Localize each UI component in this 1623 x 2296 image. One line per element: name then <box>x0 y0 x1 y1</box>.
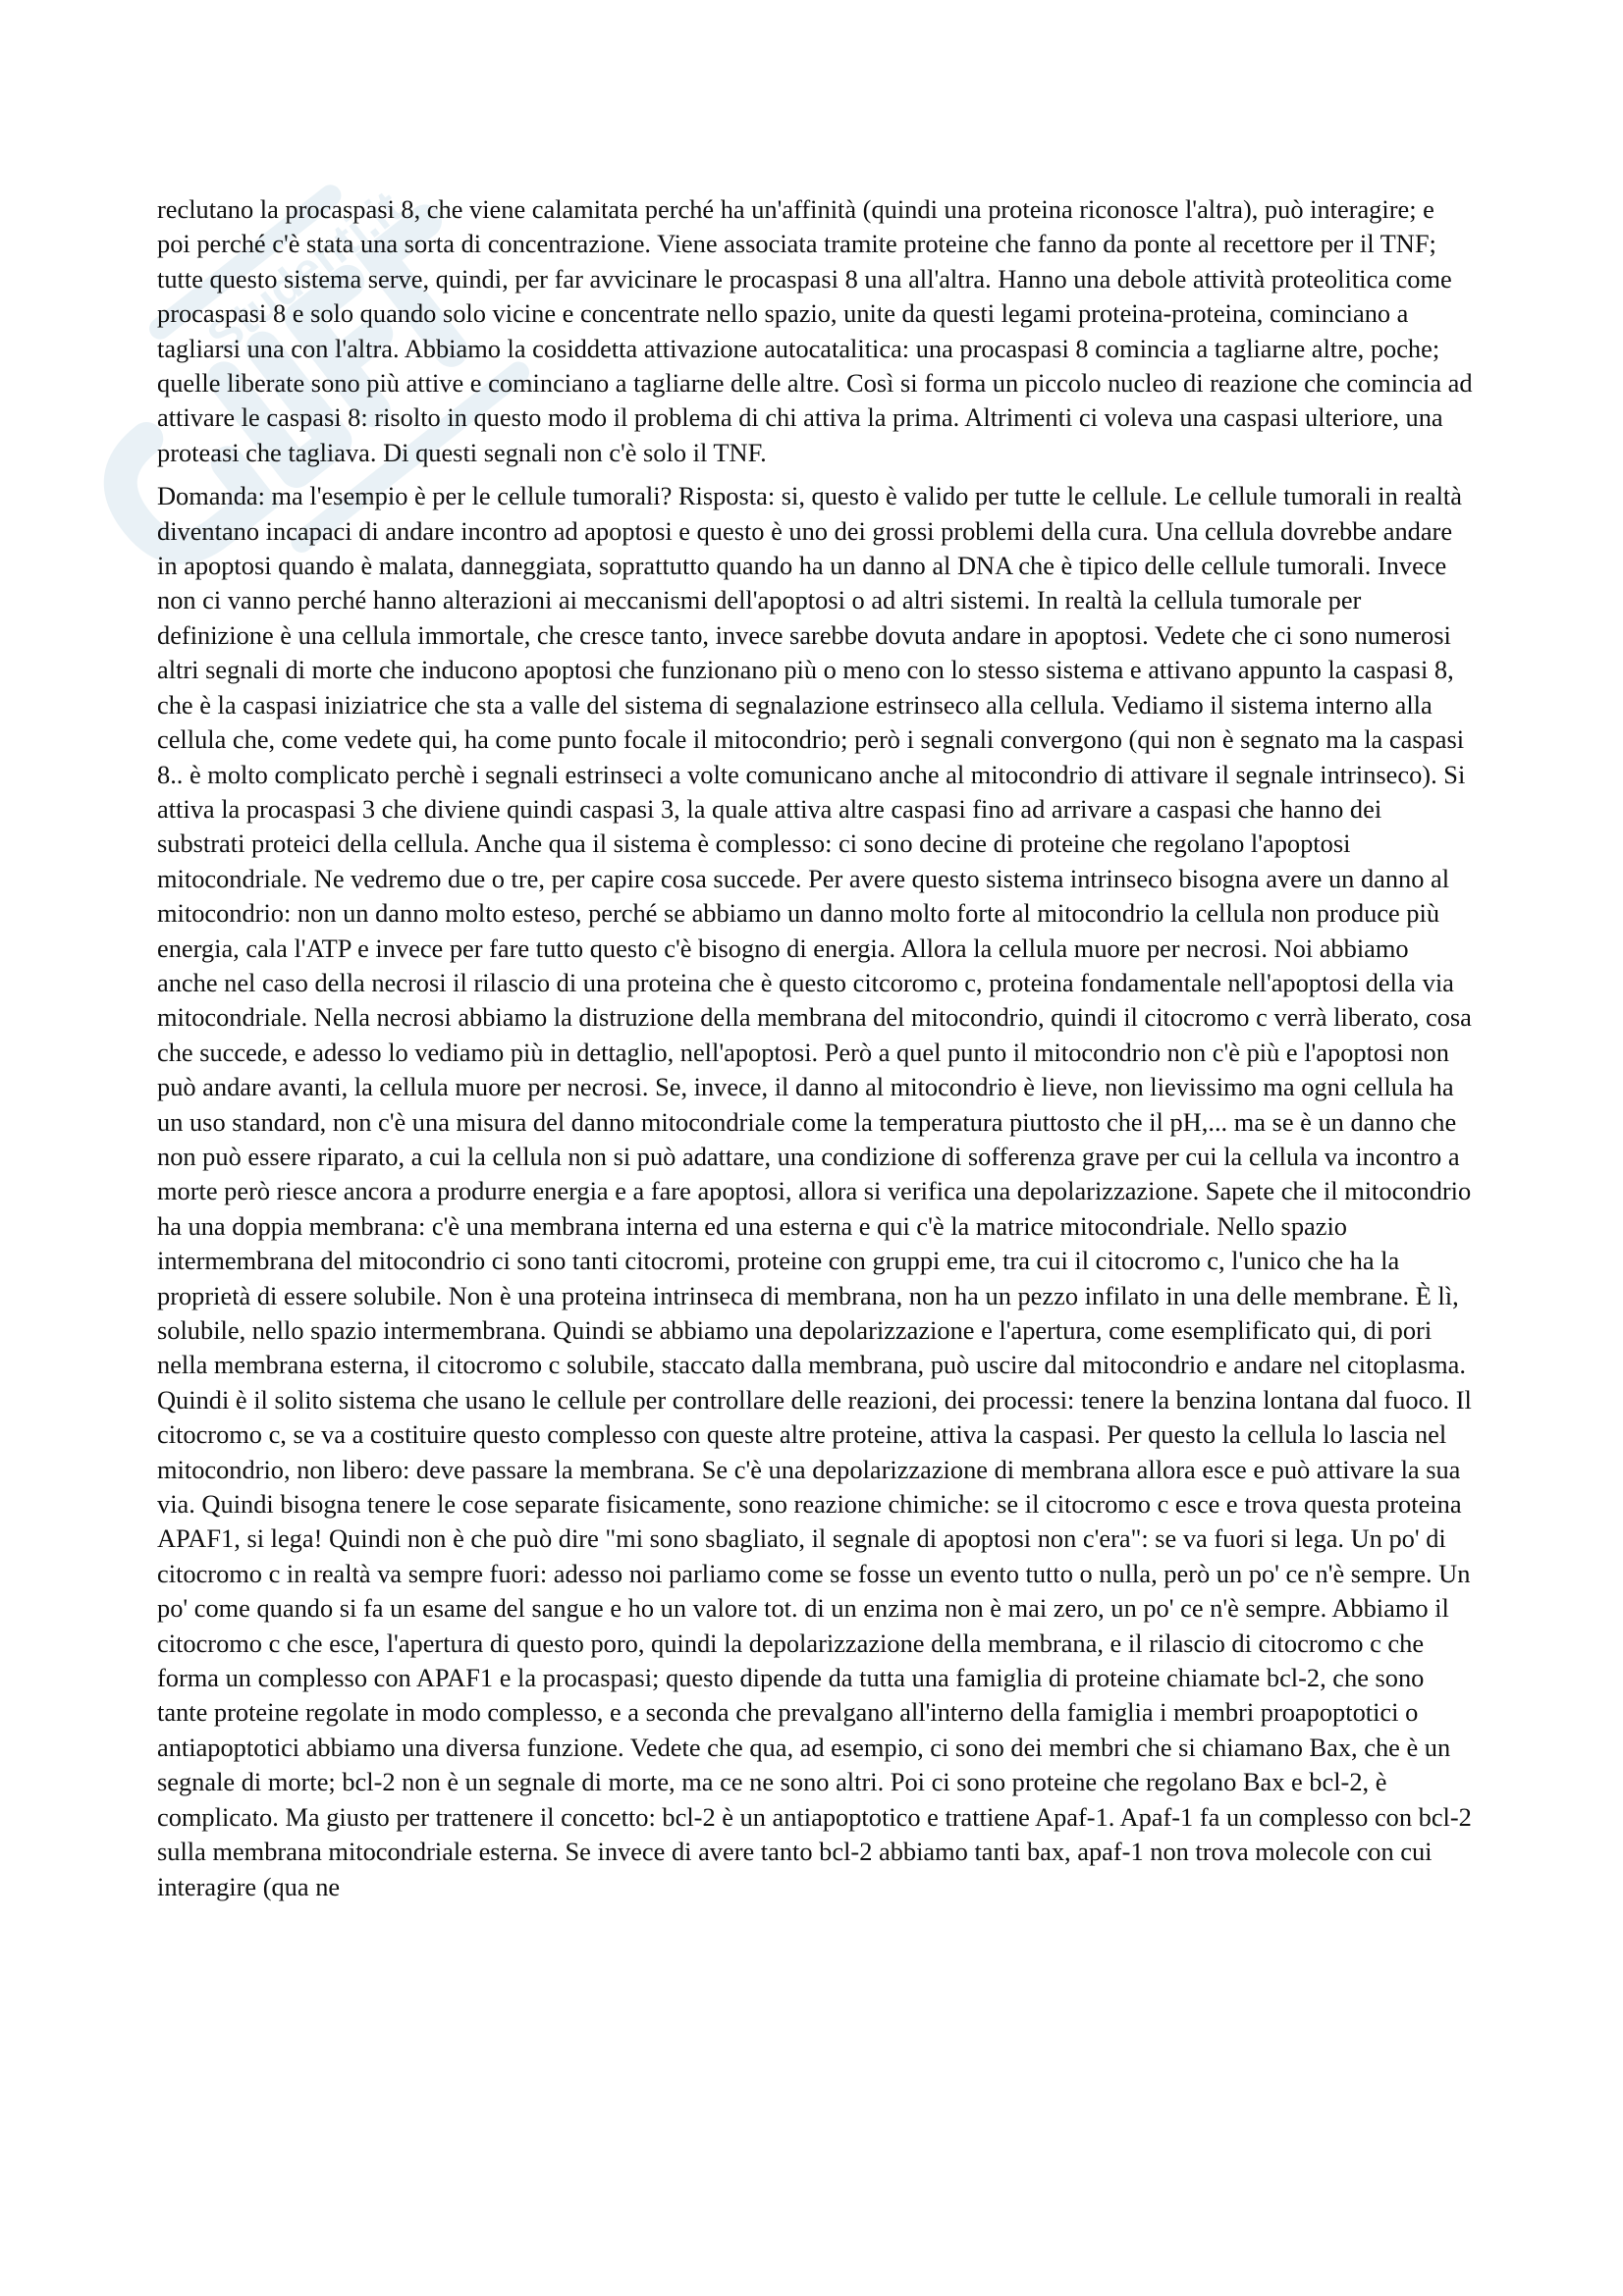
watermark-label: Studenti.it <box>197 181 412 364</box>
body-text <box>157 192 1473 1904</box>
paragraph-1: reclutano la procaspasi 8, che viene calamitata perché ha un'affinità (quindi una proteina riconosce l'altra), può interagire; e poi perché c'è stata una sorta di concentrazione. Viene associata tramite proteine che fanno da ponte al recettore per il TNF; tutte questo sistema serve, quindi, per far avvicinare le procaspasi 8 una all'altra. Hanno una debole attività proteolitica come procaspasi 8 e solo quando solo vicine e concentrate nello spazio, unite da questi legami proteina-proteina, cominciano a tagliarsi una con l'altra. Abbiamo la cosiddetta attivazione autocatalitica: una procaspasi 8 comincia a tagliarne altre, poche; quelle liberate sono più attive e cominciano a tagliarne delle altre. Così si forma un piccolo nucleo di reazione che comincia ad attivare le caspasi 8: risolto in questo modo il problema di chi attiva la prima. Altrimenti ci voleva una caspasi ulteriore, una proteasi che tagliava. Di questi segnali non c'è solo il TNF. <box>157 194 1473 467</box>
paragraph-2: Domanda: ma l'esempio è per le cellule tumorali? Risposta: si, questo è valido per tutte le cellule. Le cellule tumorali in realtà diventano incapaci di andare incontro ad apoptosi e questo è uno dei grossi problemi della cura. Una cellula dovrebbe andare in apoptosi quando è malata, danneggiata, soprattutto quando ha un danno al DNA che è tipico delle cellule tumorali. Invece non ci vanno perché hanno alterazioni ai meccanismi dell'apoptosi o ad altri sistemi. In realtà la cellula tumorale per definizione è una cellula immortale, che cresce tanto, invece sarebbe dovuta andare in apoptosi. Vedete che ci sono numerosi altri segnali di morte che inducono apoptosi che funzionano più o meno con lo stesso sistema e attivano appunto la caspasi 8, che è la caspasi iniziatrice che sta a valle del sistema di segnalazione estrinseco alla cellula. Vediamo il sistema interno alla cellula che, come vedete qui, ha come punto focale il mitocondrio; però i segnali convergono (qui non è segnato ma la caspasi 8.. è molto complicato perchè i segnali estrinseci a volte comunicano anche al mitocondrio di attivare il segnale intrinseco). Si attiva la procaspasi 3 che diviene quindi caspasi 3, la quale attiva altre caspasi fino ad arrivare a caspasi che hanno dei substrati proteici della cellula. Anche qua il sistema è complesso: ci sono decine di proteine che regolano l'apoptosi mitocondriale. Ne vedremo due o tre, per capire cosa succede. Per avere questo sistema intrinseco bisogna avere un danno al mitocondrio: non un danno molto esteso, perché se abbiamo un danno molto forte al mitocondrio la cellula non produce più energia, cala l'ATP e invece per fare tutto questo c'è bisogno di energia. Allora la cellula muore per necrosi. Noi abbiamo anche nel caso della necrosi il rilascio di una proteina che è questo citcoromo c, proteina fondamentale nell'apoptosi della via mitocondriale. Nella necrosi abbiamo la distruzione della membrana del mitocondrio, quindi il citocromo c verrà liberato, cosa che succede, e adesso lo vediamo più in dettaglio, nell'apoptosi. Però a quel punto il mitocondrio non c'è più e l'apoptosi non può andare avanti, la cellula muore per necrosi. Se, invece, il danno al mitocondrio è lieve, non lievissimo ma ogni cellula ha un uso standard, non c'è una misura del danno mitocondriale come la temperatura piuttosto che il pH,... ma se è un danno che non può essere riparato, a cui la cellula non si può adattare, una condizione di sofferenza grave per cui la cellula va incontro a morte però riesce ancora a produrre energia e a fare apoptosi, allora si verifica una depolarizzazione. Sapete che il mitocondrio ha una doppia membrana: c'è una membrana interna ed una esterna e qui c'è la matrice mitocondriale. Nello spazio intermembrana del mitocondrio ci sono tanti citocromi, proteine con gruppi eme, tra cui il citocromo c, l'unico che ha la proprietà di essere solubile. Non è una proteina intrinseca di membrana, non ha un pezzo infilato in una delle membrane. È lì, solubile, nello spazio intermembrana. Quindi se abbiamo una depolarizzazione e l'apertura, come esemplificato qui, di pori nella membrana esterna, il citocromo c solubile, staccato dalla membrana, può uscire dal mitocondrio e andare nel citoplasma. Quindi è il solito sistema che usano le cellule per controllare delle reazioni, dei processi: tenere la benzina lontana dal fuoco. Il citocromo c, se va a costituire questo complesso con queste altre proteine, attiva la caspasi. Per questo la cellula lo lascia nel mitocondrio, non libero: deve passare la membrana. Se c'è una depolarizzazione di membrana allora esce e può attivare la sua via. Quindi bisogna tenere le cose separate fisicamente, sono reazione chimiche: se il citocromo c esce e trova questa proteina APAF1, si lega! Quindi non è che può dire "mi sono sbagliato, il segnale di apoptosi non c'era": se va fuori si lega. Un po' di citocromo c in realtà va sempre fuori: adesso noi parliamo come se fosse un evento tutto o nulla, però un po' ce n'è sempre. Un po' come quando si fa un esame del sangue e ho un valore tot. di un enzima non è mai zero, un po' ce n'è sempre. Abbiamo il citocromo c che esce, l'apertura di questo poro, quindi la depolarizzazione della membrana, e il rilascio di citocromo c che forma un complesso con APAF1 e la procaspasi; questo dipende da tutta una famiglia di proteine chiamate bcl-2, che sono tante proteine regolate in modo complesso, e a seconda che prevalgano all'interno della famiglia i membri proapoptotici o antiapoptotici abbiamo una diversa funzione. Vedete che qua, ad esempio, ci sono dei membri che si chiamano Bax, che è un segnale di morte; bcl-2 non è un segnale di morte, ma ce ne sono altri. Poi ci sono proteine che regolano Bax e bcl-2, è complicato. Ma giusto per trattenere il concetto: bcl-2 è un antiapoptotico e trattiene Apaf-1. Apaf-1 fa un complesso con bcl-2 sulla membrana mitocondriale esterna. Se invece di avere tanto bcl-2 abbiamo tanti bax, apaf-1 non trova molecole con cui interagire (qua ne <box>157 481 1472 1901</box>
